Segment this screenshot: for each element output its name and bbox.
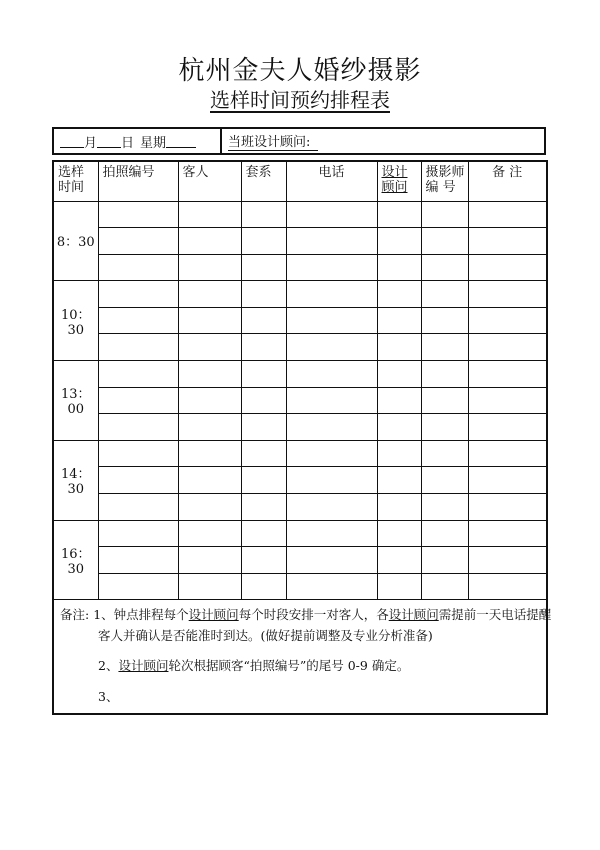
table-cell[interactable] <box>421 201 468 228</box>
table-cell[interactable] <box>468 467 546 494</box>
table-cell[interactable] <box>98 414 178 441</box>
note-underlined: 设计顾问 <box>118 658 169 673</box>
col-header-guest <box>178 162 241 201</box>
table-cell[interactable] <box>241 281 286 308</box>
note-text: 2、 <box>98 658 119 673</box>
note-item-1-continued: 客人并确认是否能准时到达。(做好提前调整及专业分析准备) <box>98 628 433 643</box>
table-cell[interactable] <box>286 307 377 334</box>
table-row <box>54 281 546 308</box>
weekday-label: 星期 <box>140 135 167 151</box>
table-cell[interactable] <box>421 387 468 414</box>
table-cell[interactable] <box>421 520 468 547</box>
table-cell[interactable] <box>178 361 241 388</box>
table-cell[interactable] <box>377 573 421 600</box>
table-row <box>54 520 546 547</box>
table-cell[interactable] <box>468 494 546 521</box>
table-cell[interactable] <box>421 440 468 467</box>
table-cell[interactable] <box>98 387 178 414</box>
table-cell[interactable] <box>377 361 421 388</box>
table-cell[interactable] <box>286 547 377 574</box>
month-label: 月 <box>84 135 98 151</box>
month-blank[interactable] <box>60 135 84 148</box>
table-row <box>54 307 546 334</box>
table-cell[interactable] <box>468 228 546 255</box>
table-cell[interactable] <box>421 334 468 361</box>
table-cell[interactable] <box>178 254 241 281</box>
table-cell[interactable] <box>241 547 286 574</box>
table-cell[interactable] <box>468 281 546 308</box>
table-cell[interactable] <box>286 520 377 547</box>
info-bar <box>52 127 546 155</box>
table-cell[interactable] <box>377 228 421 255</box>
table-cell[interactable] <box>178 467 241 494</box>
col-header-consultant <box>377 162 421 201</box>
col-header-remarks <box>468 162 546 201</box>
table-cell[interactable] <box>178 573 241 600</box>
col-header-line: 顾问 <box>381 180 408 195</box>
table-cell[interactable] <box>241 494 286 521</box>
table-row <box>54 254 546 281</box>
table-cell[interactable] <box>286 440 377 467</box>
table-cell[interactable] <box>421 414 468 441</box>
table-cell[interactable] <box>178 494 241 521</box>
table-cell[interactable] <box>178 520 241 547</box>
table-cell[interactable] <box>98 573 178 600</box>
table-cell[interactable] <box>468 414 546 441</box>
table-cell[interactable] <box>178 307 241 334</box>
table-cell[interactable] <box>286 228 377 255</box>
table-cell[interactable] <box>241 228 286 255</box>
table-cell[interactable] <box>241 334 286 361</box>
table-cell[interactable] <box>468 387 546 414</box>
table-cell[interactable] <box>241 467 286 494</box>
note-underlined: 设计顾问 <box>188 607 239 622</box>
table-cell[interactable] <box>377 254 421 281</box>
table-cell[interactable] <box>421 494 468 521</box>
schedule-grid <box>54 162 546 600</box>
table-cell[interactable] <box>468 254 546 281</box>
table-row <box>54 201 546 228</box>
note-item-1 <box>60 605 551 625</box>
table-row <box>54 573 546 600</box>
table-cell[interactable] <box>286 201 377 228</box>
table-cell[interactable] <box>421 573 468 600</box>
table-cell[interactable] <box>98 228 178 255</box>
col-header-line: 选样 <box>58 165 85 180</box>
table-cell[interactable] <box>241 387 286 414</box>
table-cell[interactable] <box>468 307 546 334</box>
table-cell[interactable] <box>286 387 377 414</box>
table-cell[interactable] <box>377 547 421 574</box>
table-cell[interactable] <box>468 201 546 228</box>
notes-label: 备注: <box>60 607 90 622</box>
table-cell[interactable] <box>178 387 241 414</box>
table-row <box>54 547 546 574</box>
weekday-blank[interactable] <box>166 135 196 148</box>
table-cell[interactable] <box>377 494 421 521</box>
table-cell[interactable] <box>241 201 286 228</box>
table-cell[interactable] <box>286 254 377 281</box>
consultant-section <box>222 129 544 153</box>
table-cell[interactable] <box>98 254 178 281</box>
table-cell[interactable] <box>241 414 286 441</box>
table-cell[interactable] <box>178 334 241 361</box>
table-cell[interactable] <box>241 307 286 334</box>
note-text: 1、钟点排程每个 <box>93 607 189 622</box>
table-cell[interactable] <box>421 254 468 281</box>
table-cell[interactable] <box>286 467 377 494</box>
time-slot-label: 13：00 <box>54 361 98 441</box>
note-text: 需提前一天电话提醒 <box>438 607 552 622</box>
table-row <box>54 440 546 467</box>
table-cell[interactable] <box>98 281 178 308</box>
table-cell[interactable] <box>178 201 241 228</box>
col-header-time <box>54 162 98 201</box>
table-cell[interactable] <box>241 440 286 467</box>
table-cell[interactable] <box>377 520 421 547</box>
table-cell[interactable] <box>421 307 468 334</box>
table-cell[interactable] <box>98 334 178 361</box>
table-cell[interactable] <box>178 228 241 255</box>
table-cell[interactable] <box>377 467 421 494</box>
table-cell[interactable] <box>241 573 286 600</box>
subtitle-text: 选样时间预约排程表 <box>210 88 390 112</box>
table-cell[interactable] <box>286 494 377 521</box>
table-row <box>54 467 546 494</box>
header-row <box>54 162 546 201</box>
table-cell[interactable] <box>468 573 546 600</box>
col-header-photo-number <box>98 162 178 201</box>
table-cell[interactable] <box>178 414 241 441</box>
table-cell[interactable] <box>178 281 241 308</box>
time-slot-label: 16：30 <box>54 520 98 600</box>
table-cell[interactable] <box>468 440 546 467</box>
table-cell[interactable] <box>377 414 421 441</box>
note-item-3: 3、 <box>98 689 119 704</box>
col-header-line: 电话 <box>318 165 345 180</box>
table-cell[interactable] <box>421 361 468 388</box>
table-row <box>54 361 546 388</box>
table-cell[interactable] <box>241 520 286 547</box>
schedule-table <box>52 160 552 715</box>
table-cell[interactable] <box>286 281 377 308</box>
table-cell[interactable] <box>468 547 546 574</box>
col-header-line: 摄影师 <box>425 165 465 180</box>
table-cell[interactable] <box>468 361 546 388</box>
table-cell[interactable] <box>98 547 178 574</box>
time-slot-label: 14：30 <box>54 440 98 520</box>
table-cell[interactable] <box>241 361 286 388</box>
note-item-2 <box>98 656 409 676</box>
document-title: 杭州金夫人婚纱摄影 <box>178 56 422 86</box>
note-underlined: 设计顾问 <box>388 607 439 622</box>
table-row <box>54 414 546 441</box>
table-cell[interactable] <box>421 547 468 574</box>
col-header-line: 拍照编号 <box>102 165 155 180</box>
col-header-line: 客人 <box>182 165 209 180</box>
table-cell[interactable] <box>98 467 178 494</box>
col-header-phone <box>286 162 377 201</box>
day-label: 日 <box>121 135 135 151</box>
table-cell[interactable] <box>421 467 468 494</box>
day-blank[interactable] <box>97 135 121 148</box>
table-cell[interactable] <box>178 440 241 467</box>
note-text: 每个时段安排一对客人，各 <box>238 607 389 622</box>
table-row <box>54 334 546 361</box>
table-cell[interactable] <box>98 520 178 547</box>
table-cell[interactable] <box>241 254 286 281</box>
table-cell[interactable] <box>178 547 241 574</box>
table-cell[interactable] <box>377 281 421 308</box>
table-cell[interactable] <box>421 281 468 308</box>
time-slot-label: 10：30 <box>54 281 98 361</box>
col-header-photographer <box>421 162 468 201</box>
table-cell[interactable] <box>98 307 178 334</box>
table-cell[interactable] <box>377 201 421 228</box>
table-cell[interactable] <box>98 494 178 521</box>
col-header-package <box>241 162 286 201</box>
col-header-line: 编 号 <box>425 180 456 195</box>
col-header-line: 设计 <box>381 165 408 180</box>
table-cell[interactable] <box>377 307 421 334</box>
table-cell[interactable] <box>286 573 377 600</box>
col-header-line: 时间 <box>58 180 85 195</box>
table-row <box>54 494 546 521</box>
notes-section <box>54 601 552 713</box>
note-text: 轮次根据顾客“拍照编号”的尾号 0-9 确定。 <box>168 658 410 673</box>
col-header-line: 套系 <box>245 165 272 180</box>
table-cell[interactable] <box>377 387 421 414</box>
table-cell[interactable] <box>468 334 546 361</box>
date-section <box>54 129 222 153</box>
table-cell[interactable] <box>286 334 377 361</box>
document-subtitle <box>0 84 600 113</box>
table-row <box>54 387 546 414</box>
consultant-label[interactable]: 当班设计顾问: <box>228 131 318 151</box>
table-cell[interactable] <box>286 361 377 388</box>
table-cell[interactable] <box>421 228 468 255</box>
table-cell[interactable] <box>98 201 178 228</box>
table-cell[interactable] <box>286 414 377 441</box>
table-cell[interactable] <box>377 334 421 361</box>
table-cell[interactable] <box>98 361 178 388</box>
time-slot-label: 8：30 <box>54 201 98 281</box>
col-header-line: 备 注 <box>492 165 523 180</box>
table-cell[interactable] <box>468 520 546 547</box>
table-cell[interactable] <box>377 440 421 467</box>
table-cell[interactable] <box>98 440 178 467</box>
table-row <box>54 228 546 255</box>
